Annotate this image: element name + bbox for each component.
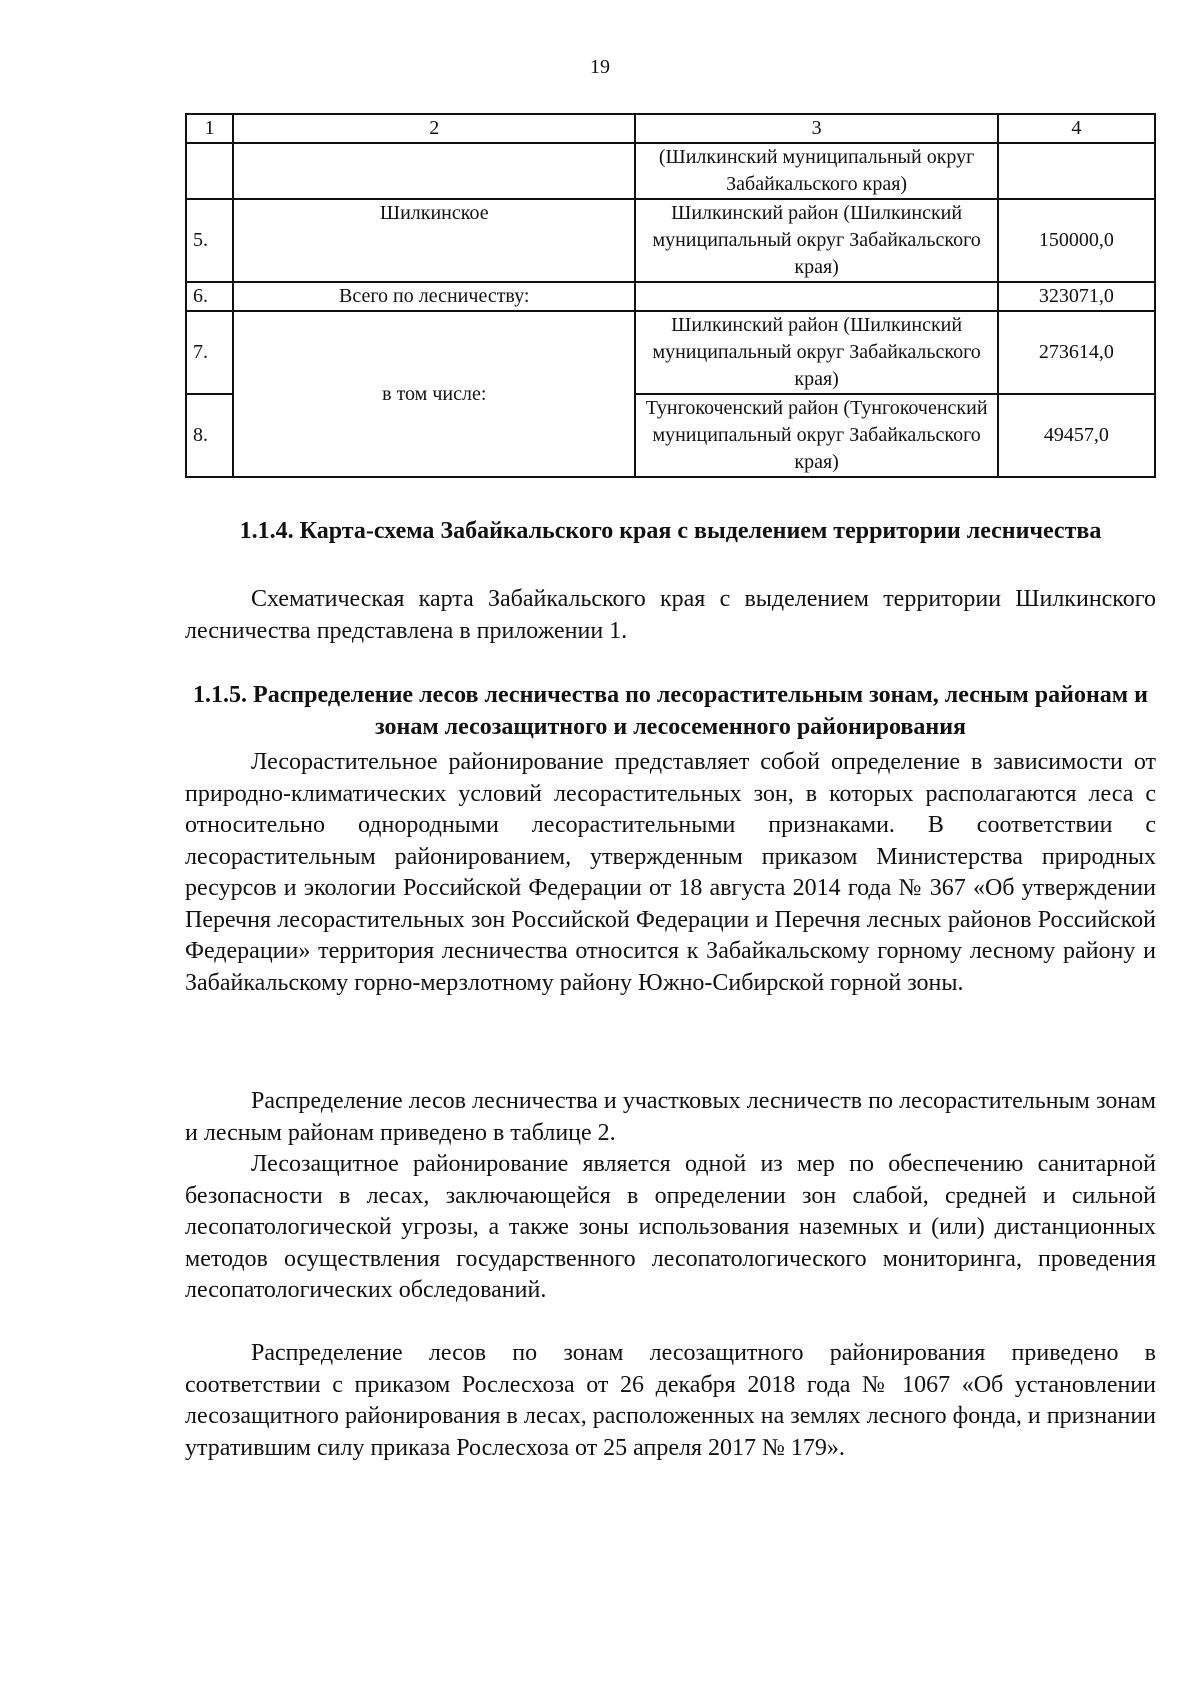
paragraph: Распределение лесов лесничества и участковых лесничеств по лесорастительным зонам и лесным районам приведено в таблице 2. bbox=[185, 1088, 1156, 1146]
cell-empty bbox=[635, 282, 997, 311]
cell-empty bbox=[233, 143, 635, 199]
paragraph: Распределение лесов по зонам лесозащитного районирования приведено в соответствии с приказом Рослесхоза от 26 декабря 2018 года № 1067 «Об установлении лесозащитного районирования в лесах, расположенных на землях лесного фонда, и признании утратившим силу приказа Рослесхоза от 25 апреля 2017 № 179». bbox=[185, 1340, 1156, 1461]
section-heading-1-1-5: 1.1.5. Распределение лесов лесничества по лесорастительным зонам, лесным районам и зонам лесозащитного и лесосеменного районирования bbox=[193, 682, 1148, 740]
cell-empty bbox=[998, 143, 1155, 199]
cell-total-label: Всего по лесничеству: bbox=[233, 282, 635, 311]
cell-forestry-name: Шилкинское bbox=[233, 199, 635, 282]
cell-area: 49457,0 bbox=[998, 394, 1155, 477]
page-number: 19 bbox=[590, 56, 610, 78]
cell-district-cont: (Шилкинский муниципальный округ Забайкальского края) bbox=[635, 143, 997, 199]
cell-row-number: 7. bbox=[186, 311, 233, 394]
col-header-3: 3 bbox=[635, 114, 997, 143]
cell-district: Тунгокоченский район (Тунгокоченский муниципальный округ Забайкальского края) bbox=[635, 394, 997, 477]
table-row bbox=[186, 282, 1155, 311]
table-row bbox=[186, 199, 1155, 282]
cell-area: 150000,0 bbox=[998, 199, 1155, 282]
paragraph: Схематическая карта Забайкальского края с выделением территории Шилкинского лесничества представлена в приложении 1. bbox=[185, 586, 1156, 644]
cell-row-number: 6. bbox=[186, 282, 233, 311]
cell-empty bbox=[186, 143, 233, 199]
col-header-1: 1 bbox=[186, 114, 233, 143]
table-row bbox=[186, 143, 1155, 199]
cell-row-number: 8. bbox=[186, 394, 233, 477]
cell-including-label: в том числе: bbox=[233, 311, 635, 477]
cell-area: 273614,0 bbox=[998, 311, 1155, 394]
cell-area: 323071,0 bbox=[998, 282, 1155, 311]
col-header-2: 2 bbox=[233, 114, 635, 143]
col-header-4: 4 bbox=[998, 114, 1155, 143]
cell-row-number: 5. bbox=[186, 199, 233, 282]
table-header-row bbox=[186, 114, 1155, 143]
section-heading-1-1-4: 1.1.4. Карта-схема Забайкальского края с выделением территории лесничества bbox=[239, 518, 1102, 544]
paragraph: Лесозащитное районирование является одной из мер по обеспечению санитарной безопасности в лесах, заключающейся в определении зон слабой, средней и сильной лесопатологической угрозы, а также зоны использования наземных и (или) дистанционных методов осуществления государственного лесопатологического мониторинга, проведения лесопатологических обследований. bbox=[185, 1151, 1156, 1303]
paragraph: Лесорастительное районирование представляет собой определение в зависимости от природно-климатических условий лесорастительных зон, в которых располагаются леса с относительно однородными лесорастительными признаками. В соответствии с лесорастительным районированием, утвержденным приказом Министерства природных ресурсов и экологии Российской Федерации от 18 августа 2014 года № 367 «Об утверждении Перечня лесорастительных зон Российской Федерации и Перечня лесных районов Российской Федерации» территория лесничества относится к Забайкальскому горному лесному району и Забайкальскому горно-мерзлотному району Южно-Сибирской горной зоны. bbox=[185, 749, 1156, 996]
table-row bbox=[186, 311, 1155, 394]
cell-district: Шилкинский район (Шилкинский муниципальный округ Забайкальского края) bbox=[635, 311, 997, 394]
forestry-area-table bbox=[185, 113, 1156, 478]
cell-district: Шилкинский район (Шилкинский муниципальный округ Забайкальского края) bbox=[635, 199, 997, 282]
